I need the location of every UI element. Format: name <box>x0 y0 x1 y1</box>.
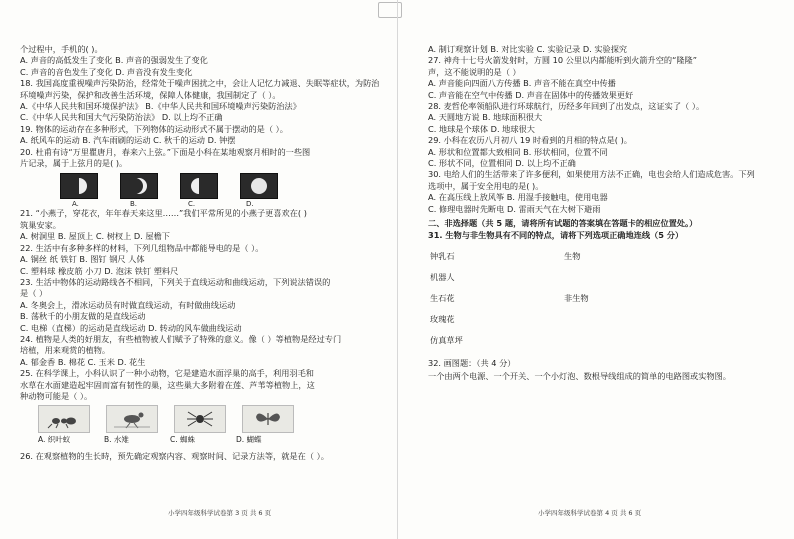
page-footer-right: 小学四年级科学试卷第 4 页 共 6 页 <box>538 509 642 517</box>
match-item-left: 机器人 <box>430 271 455 282</box>
text-line-r-4: C. 声音能在空气中传播 D. 声音在固体中的传播效果更好 <box>428 89 634 100</box>
jacana-image <box>106 405 158 433</box>
match-row <box>428 289 774 310</box>
text-line-b-14: 25. 在科学课上，小科认识了一种小动物，它是建造水面浮巢的高手，利用羽毛和 <box>20 368 314 379</box>
text-line-b-9: B. 荡秋千的小朋友做的是直线运动 <box>20 311 146 322</box>
text-line-6: C.《中华人民共和国大气污染防治法》 D. 以上均不正确 <box>20 112 223 123</box>
text-line-r-5: 28. 麦哲伦率领船队进行环球航行，历经多年回到了出发点，这证实了（ ）。 <box>428 101 705 112</box>
text-line-b-6: 23. 生活中物体的运动路线各不相同，下列关于直线运动和曲线运动，下列说法错误的 <box>20 276 331 287</box>
moon-image-d <box>240 173 278 199</box>
text-line-b-13: A. 郁金香 B. 棉花 C. 玉米 D. 花生 <box>20 356 146 367</box>
moon-option-label: A. <box>72 200 79 209</box>
text-line-r-11: 30. 电给人们的生活带来了许多便利，如果使用方法不正确，电也会给人们造成危害。下列 <box>428 169 755 180</box>
text-line-b-11: 24. 植物是人类的好朋友，有些植物被人们赋予了特殊的意义。像（ ）等植物是经过专门 <box>20 333 342 344</box>
text-line-2: C. 声音的音色发生了变化 D. 声音没有发生变化 <box>20 66 193 77</box>
match-item-left: 生石花 <box>430 292 455 303</box>
moon-image-c <box>180 173 218 199</box>
match-item-left: 钟乳石 <box>430 250 455 261</box>
animal-images <box>38 405 389 433</box>
animal-option-label: C. 蜘蛛 <box>170 435 196 445</box>
moon-option-label: C. <box>188 200 196 209</box>
text-line-1: A. 声音的高低发生了变化 B. 声音的强弱发生了变化 <box>20 55 208 66</box>
match-row <box>428 247 774 268</box>
text-line-8: A. 纸风车的运动 B. 汽车雨刷的运动 C. 秋千的运动 D. 钟摆 <box>20 135 236 146</box>
text-line-3: 18. 我国高度重视噪声污染防治，经常处于噪声困扰之中，会让人记忆力减退、失眠等症状，为防治 <box>20 78 380 89</box>
page-4 <box>397 0 794 539</box>
text-line-r-13: A. 在高压线上放风筝 B. 用湿手接触电，使用电器 <box>428 192 608 203</box>
question-26: 26. 在观察植物的生长時，预先确定观察内容、观察时间、记录方法等，就是在（ ）。 <box>20 451 329 462</box>
match-row <box>428 310 774 331</box>
text-line-0: 个过程中，手机的( )。 <box>20 44 103 54</box>
question-31: 31. 生物与非生物具有不同的特点，请将下列选项正确地连线（5 分） <box>428 229 684 240</box>
text-line-r-12: 选项中，属于安全用电的是( )。 <box>428 180 544 191</box>
text-line-b-7: 是（ ） <box>20 288 48 299</box>
animal-option-label: A. 织叶蚁 <box>38 435 71 445</box>
section-two-heading: 二、非选择题（共 5 题，请将所有试题的答案填在答题卡的相应位置处。） <box>428 218 698 229</box>
moon-phase-images <box>60 173 389 199</box>
text-line-r-10: C. 形状不同，位置相同 D. 以上均不正确 <box>428 158 576 169</box>
text-line-5: A.《中华人民共和国环境保护法》 B.《中华人民共和国环境噪声污染防治法》 <box>20 101 301 112</box>
text-line-r-7: C. 地球是个球体 D. 地球很大 <box>428 123 535 134</box>
text-line-r-0: A. 制订观察计划 B. 对比实验 C. 实验记录 D. 实验探究 <box>428 44 628 54</box>
text-line-9: 20. 杜甫有诗“万里瞿唐月，春来六上弦。”下面是小科在某地观察月相时的一些图 <box>20 146 311 157</box>
text-line-b-0: 21. “小燕子，穿花衣，年年春天来这里……”我们平常所见的小燕子更喜欢在( ) <box>20 208 307 219</box>
text-line-b-4: A. 铜丝 纸 铁钉 B. 图钉 钢尺 人体 <box>20 254 145 265</box>
match-item-left: 仿真草坪 <box>430 334 463 345</box>
text-line-b-2: A. 树洞里 B. 屋顶上 C. 树杈上 D. 屋檐下 <box>20 231 170 242</box>
page-footer-left: 小学四年级科学试卷第 3 页 共 6 页 <box>168 509 272 517</box>
butterfly-image <box>242 405 294 433</box>
text-line-4: 环境噪声污染，保护和改善生活环境，保障人体健康，我国制定了（ ）。 <box>20 89 281 100</box>
spider-image <box>174 405 226 433</box>
moon-image-b <box>120 173 158 199</box>
text-line-r-6: A. 天圆地方说 B. 地球面积很大 <box>428 112 543 123</box>
text-line-10: 片记录，属于上弦月的是( )。 <box>20 158 128 169</box>
text-line-r-9: A. 形状和位置都大致相同 B. 形状相同，位置不同 <box>428 146 608 157</box>
text-line-b-16: 种动物可能是（ ）。 <box>20 390 93 401</box>
text-line-r-8: 29. 小科在农历八月初八 19 时看到的月相的特点是( )。 <box>428 135 632 146</box>
moon-option-label: B. <box>130 200 138 209</box>
text-line-b-1: 筑巢安家。 <box>20 219 61 230</box>
animal-option-label: B. 水雉 <box>104 435 129 445</box>
question-32-description: 一个由两个电源、一个开关、一个小灯泡、数根导线组成的简单的电路图或实物图。 <box>428 371 731 382</box>
moon-option-label: D. <box>246 200 254 209</box>
text-line-b-5: C. 塑料球 橡皮筋 小刀 D. 泡沫 铁钉 塑料尺 <box>20 265 179 276</box>
question-32: 32. 画图题：（共 4 分） <box>428 357 516 368</box>
text-line-7: 19. 物体的运动存在多种形式，下列物体的运动形式不属于摆动的是（ ）。 <box>20 123 288 134</box>
matching-list <box>428 247 774 352</box>
text-line-b-10: C. 电梯（直梯）的运动是直线运动 D. 转动的风车做曲线运动 <box>20 322 242 333</box>
match-item-right: 非生物 <box>564 292 589 303</box>
match-row <box>428 331 774 352</box>
match-item-right: 生物 <box>564 250 581 261</box>
match-row <box>428 268 774 289</box>
ant-image <box>38 405 90 433</box>
text-line-r-2: 声，这不能说明的是（ ） <box>428 66 521 77</box>
text-line-r-14: C. 修理电器时先断电 D. 雷雨天气在大树下避雨 <box>428 203 601 214</box>
text-line-r-1: 27. 神舟十七号火箭发射时，方圆 10 公里以内都能听到火箭升空的“隆隆” <box>428 55 697 66</box>
animal-option-label: D. 蝴蝶 <box>236 435 262 445</box>
text-line-b-15: 水草在水面建造起牢固而富有韧性的巢，这些巢大多附着在莲、芦苇等植物上，这 <box>20 379 315 390</box>
moon-image-a <box>60 173 98 199</box>
text-line-b-12: 培植，用来观赏的植物。 <box>20 345 111 356</box>
text-line-b-8: A. 冬奥会上，滑冰运动员有时做直线运动，有时做曲线运动 <box>20 299 236 310</box>
text-line-b-3: 22. 生活中有多种多样的材料，下列几组物品中都能导电的是（ ）。 <box>20 242 264 253</box>
match-item-left: 玫瑰花 <box>430 313 455 324</box>
text-line-r-3: A. 声音能向四面八方传播 B. 声音不能在真空中传播 <box>428 78 616 89</box>
